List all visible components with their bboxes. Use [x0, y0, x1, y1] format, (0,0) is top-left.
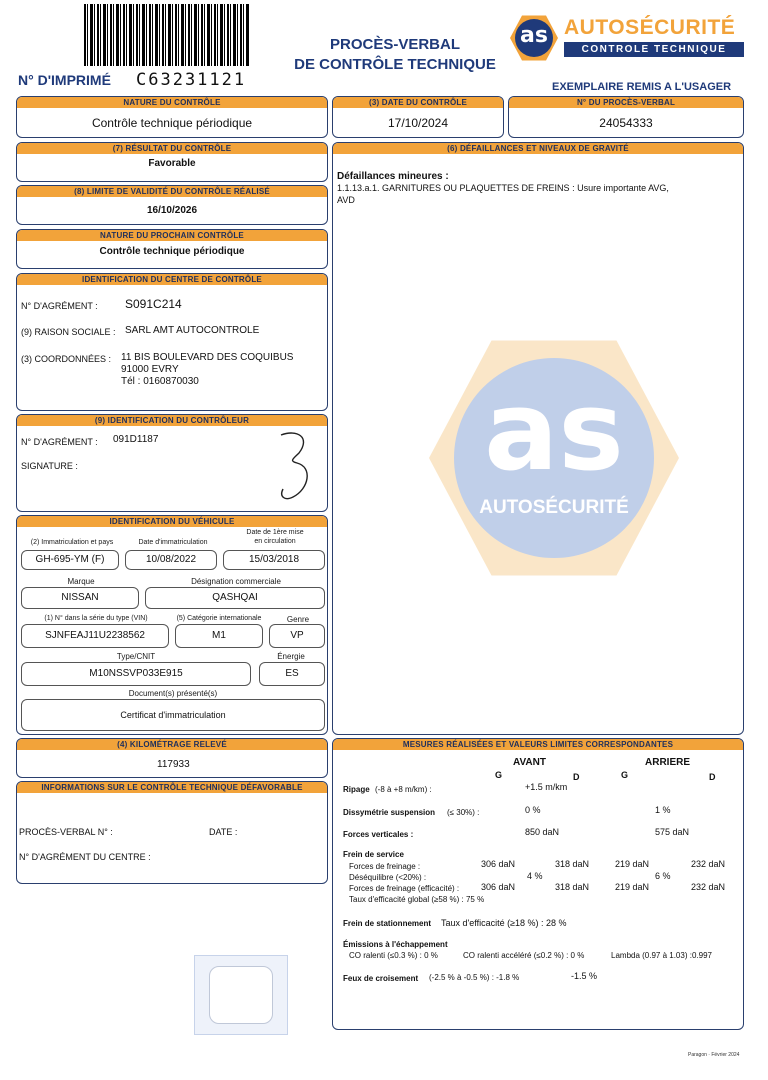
prochain-header: NATURE DU PROCHAIN CONTRÔLE [17, 230, 327, 241]
autosecurite-logo [510, 14, 750, 64]
genre-field: VP [269, 624, 325, 648]
avant-g-label: G [495, 770, 503, 780]
arriere-label: ARRIERE [645, 757, 691, 768]
defaillances-line2: AVD [337, 195, 355, 205]
centre-agrement-label: N° D'AGRÉMENT : [21, 301, 98, 311]
pv-number-value: 24054333 [599, 116, 653, 130]
taux-global: Taux d'efficacité global (≥58 %) : 75 % [349, 895, 485, 904]
imprime-number: C63231121 [136, 70, 247, 90]
forces-efficacite-label: Forces de freinage (efficacité) : [349, 884, 460, 893]
co-ralenti: CO ralenti (≤0.3 %) : 0 % [349, 951, 438, 960]
feux-croisement-limit: (-2.5 % à -0.5 %) : -1.8 % [429, 973, 520, 982]
premiere-circ-field: 15/03/2018 [223, 550, 325, 570]
centre-header: IDENTIFICATION DU CENTRE DE CONTRÔLE [17, 274, 327, 285]
ff-arg: 219 daN [615, 859, 650, 869]
energie-label: Énergie [277, 652, 305, 661]
premiere-circ-label-a: Date de 1ère mise [246, 529, 304, 536]
premiere-circ-label-b: en circulation [254, 538, 296, 545]
defavorable-box [16, 781, 328, 884]
fe-arg: 219 daN [615, 882, 650, 892]
logo-brand: AUTOSÉCURITÉ [564, 16, 736, 39]
defaillances-header: (6) DÉFAILLANCES ET NIVEAUX DE GRAVITÉ [333, 143, 743, 154]
document-title-line1: PROCÈS-VERBAL [329, 36, 460, 53]
print-reference: Paragon · Février 2024 [688, 1052, 740, 1058]
co-accelere: CO ralenti accéléré (≤0.2 %) : 0 % [463, 951, 585, 960]
vin-label: (1) N° dans la série du type (VIN) [44, 615, 148, 622]
ripage-value: +1.5 m/km [525, 782, 568, 792]
type-cnit-field: M10NSSVP033E915 [21, 662, 251, 686]
kilometrage-header: (4) KILOMÉTRAGE RELEVÉ [17, 739, 327, 750]
defaillances-line1: 1.1.13.a.1. GARNITURES OU PLAQUETTES DE FREINS : Usure importante AVG, [337, 183, 669, 193]
frein-stationnement-label: Frein de stationnement [343, 919, 432, 928]
resultat-box [16, 142, 328, 182]
mesures-header: MESURES RÉALISÉES ET VALEURS LIMITES CORRESPONDANTES [333, 739, 743, 750]
centre-coord-line2: 91000 EVRY [121, 364, 179, 375]
dissym-limit: (≤ 30%) : [447, 808, 480, 817]
defavorable-date-label: DATE : [209, 827, 238, 837]
type-cnit-label: Type/CNIT [116, 652, 156, 661]
ff-avg: 306 daN [481, 859, 516, 869]
immat-label: (2) Immatriculation et pays [30, 539, 114, 546]
avant-d-label: D [573, 772, 580, 782]
logo-letters: as [520, 23, 548, 48]
centre-coord-line1: 11 BIS BOULEVARD DES COQUIBUS [121, 352, 294, 363]
frein-service-label: Frein de service [343, 850, 404, 859]
forces-verticales-avant: 850 daN [525, 827, 560, 837]
imprime-label: N° D'IMPRIMÉ [18, 72, 111, 88]
forces-verticales-label: Forces verticales : [343, 830, 414, 839]
kilometrage-box [16, 738, 328, 778]
defavorable-header: INFORMATIONS SUR LE CONTRÔLE TECHNIQUE DÉFAVORABLE [17, 782, 327, 793]
controleur-agrement-value: 091D1187 [113, 434, 159, 445]
date-controle-header: (3) DATE DU CONTRÔLE [333, 97, 503, 108]
dissym-arriere: 1 % [655, 805, 671, 815]
centre-raison-value: SARL AMT AUTOCONTROLE [125, 325, 260, 336]
desequilibre-avant: 4 % [527, 871, 543, 881]
arriere-d-label: D [709, 772, 716, 782]
genre-label: Genre [286, 615, 310, 624]
vehicule-box [16, 515, 328, 735]
dissym-avant: 0 % [525, 805, 541, 815]
fe-avg: 306 daN [481, 882, 516, 892]
marque-label: Marque [67, 577, 95, 586]
forces-verticales-arriere: 575 daN [655, 827, 690, 837]
barcode [84, 4, 250, 66]
defavorable-pv-label: PROCÈS-VERBAL N° : [19, 827, 113, 837]
mesures-box [332, 738, 744, 1030]
energie-field: ES [259, 662, 325, 686]
defaillances-box [332, 142, 744, 735]
centre-coord-line3: Tél : 0160870030 [121, 376, 199, 387]
resultat-value: Favorable [148, 158, 196, 169]
designation-label: Désignation commerciale [191, 577, 281, 586]
emissions-label: Émissions à l'échappement [343, 940, 448, 949]
ff-avd: 318 daN [555, 859, 590, 869]
vin-field: SJNFEAJ11U2238562 [21, 624, 169, 648]
centre-agrement-value: S091C214 [125, 297, 182, 311]
frein-stationnement-text: Taux d'efficacité (≥18 %) : 28 % [441, 918, 567, 928]
defaillances-title: Défaillances mineures : [337, 171, 449, 182]
feux-croisement-right: -1.5 % [571, 971, 598, 981]
centre-box [16, 273, 328, 411]
ff-ard: 232 daN [691, 859, 726, 869]
immat-field: GH-695-YM (F) [21, 550, 119, 570]
prochain-value: Contrôle technique périodique [99, 246, 245, 257]
documents-field: Certificat d'immatriculation [21, 699, 325, 731]
controleur-box [16, 414, 328, 512]
centre-raison-label: (9) RAISON SOCIALE : [21, 327, 116, 337]
watermark-logo [429, 333, 679, 583]
categorie-label: (5) Catégorie internationale [176, 615, 262, 622]
date-controle-value: 17/10/2024 [387, 116, 449, 130]
defavorable-agrement-label: N° D'AGRÉMENT DU CENTRE : [19, 852, 151, 862]
kilometrage-value: 117933 [157, 759, 190, 770]
avant-label: AVANT [513, 757, 546, 768]
watermark-brand: AUTOSÉCURITÉ [479, 497, 629, 518]
date-controle-box [332, 96, 504, 138]
vehicule-header: IDENTIFICATION DU VÉHICULE [17, 516, 327, 527]
logo-subtitle: CONTROLE TECHNIQUE [564, 42, 744, 57]
documents-label: Document(s) présenté(s) [128, 689, 218, 698]
controleur-signature-label: SIGNATURE : [21, 461, 78, 471]
fe-ard: 232 daN [691, 882, 726, 892]
document-title-line2: DE CONTRÔLE TECHNIQUE [294, 56, 496, 73]
nature-controle-header: NATURE DU CONTRÔLE [17, 97, 327, 108]
signature-scribble [267, 427, 327, 507]
ripage-limit: (-8 à +8 m/km) : [375, 785, 432, 794]
date-immat-label: Date d'immatriculation [138, 539, 208, 546]
stamp-window [209, 966, 273, 1024]
limite-value: 16/10/2026 [146, 205, 198, 216]
dissym-label: Dissymétrie suspension [343, 808, 436, 817]
feux-croisement-label: Feux de croisement [343, 974, 419, 983]
controleur-agrement-label: N° D'AGRÉMENT : [21, 437, 98, 447]
nature-controle-box [16, 96, 328, 138]
prochain-box [16, 229, 328, 269]
centre-coord-label: (3) COORDONNÉES : [21, 354, 112, 364]
resultat-header: (7) RÉSULTAT DU CONTRÔLE [17, 143, 327, 154]
nature-controle-value: Contrôle technique périodique [91, 116, 253, 130]
forces-freinage-label: Forces de freinage : [349, 862, 421, 871]
ripage-label: Ripage [343, 785, 370, 794]
controleur-header: (9) IDENTIFICATION DU CONTRÔLEUR [17, 415, 327, 426]
fe-avd: 318 daN [555, 882, 590, 892]
designation-field: QASHQAI [145, 587, 325, 609]
desequilibre-arriere: 6 % [655, 871, 671, 881]
categorie-field: M1 [175, 624, 263, 648]
exemplaire-label: EXEMPLAIRE REMIS A L'USAGER [552, 81, 732, 93]
limite-box [16, 185, 328, 225]
lambda: Lambda (0.97 à 1.03) :0.997 [611, 951, 712, 960]
stamp-area [194, 955, 288, 1035]
marque-field: NISSAN [21, 587, 139, 609]
pv-number-header: N° DU PROCÈS-VERBAL [509, 97, 743, 108]
desequilibre-label: Déséquilibre (<20%) : [349, 873, 427, 882]
pv-number-box [508, 96, 744, 138]
date-immat-field: 10/08/2022 [125, 550, 217, 570]
arriere-g-label: G [621, 770, 629, 780]
limite-header: (8) LIMITE DE VALIDITÉ DU CONTRÔLE RÉALISÉ [17, 186, 327, 197]
watermark-letters: as [484, 367, 624, 495]
